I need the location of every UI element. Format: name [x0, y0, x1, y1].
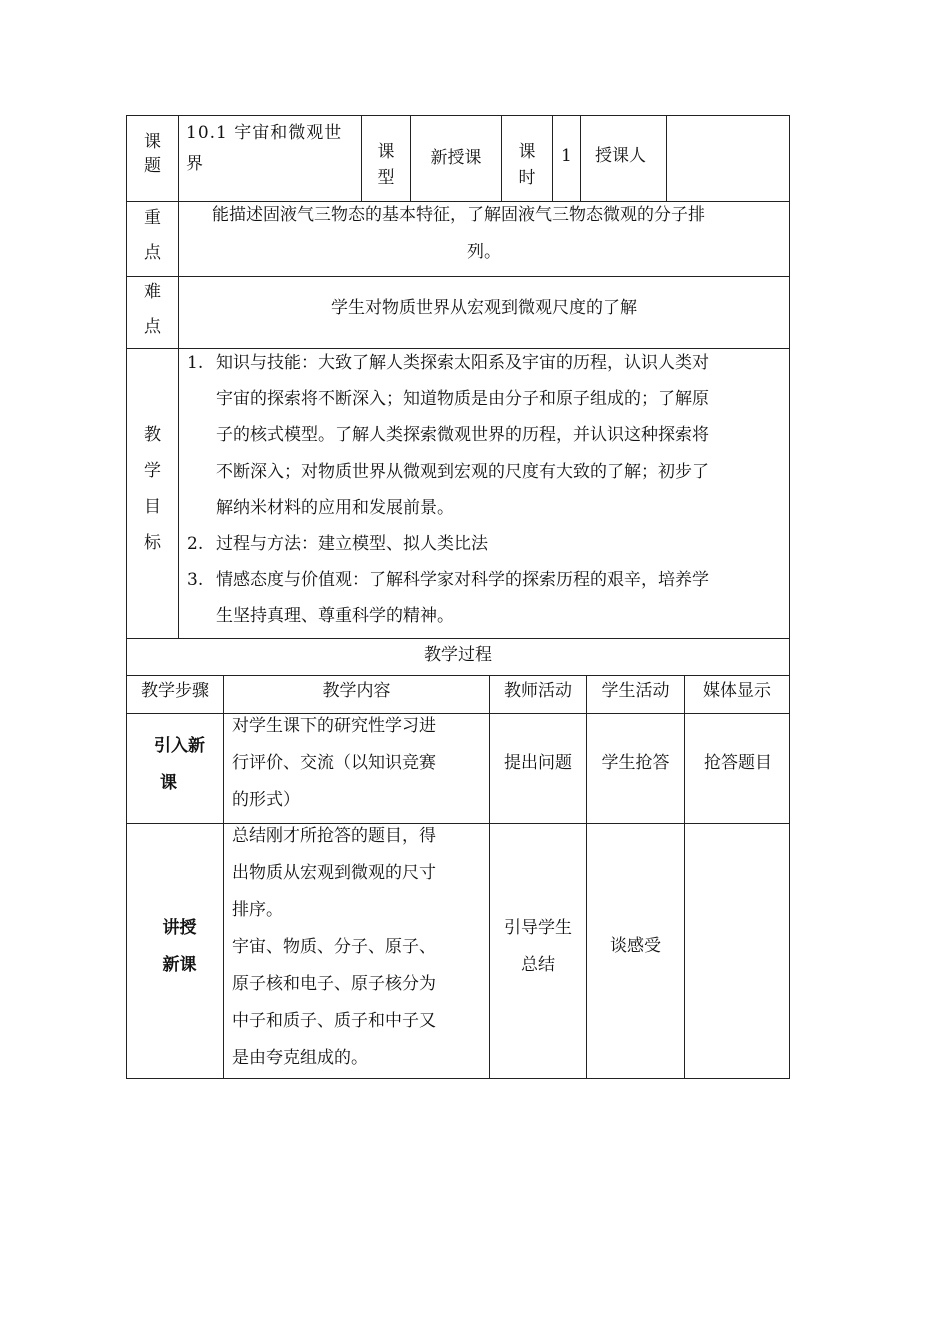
key-point-content [179, 197, 789, 271]
type-value-text: 新授课 [430, 148, 482, 168]
label-char: 标 [144, 533, 161, 553]
key-point-line: 列。 [467, 242, 501, 262]
course-title-text: 10.1 宇宙和微观世界 [186, 123, 343, 174]
teacher-activity-line: 引导学生 [504, 918, 572, 938]
col-divider [552, 115, 553, 201]
course-title [186, 118, 358, 180]
col-divider [489, 675, 490, 1079]
label-char: 题 [144, 156, 161, 176]
hours-value [561, 143, 580, 169]
col-divider [666, 115, 667, 201]
media-intro [687, 745, 789, 782]
table-border-bottom [126, 1078, 790, 1079]
objective-line: 生坚持真理、尊重科学的精神。 [216, 606, 454, 627]
key-point-line: 能描述固液气三物态的基本特征，了解固液气三物态微观的分子排 [212, 205, 705, 225]
label-char: 课 [518, 142, 536, 162]
column-header-text: 学生活动 [601, 681, 670, 701]
step-line: 讲授 [162, 918, 197, 938]
content-line: 对学生课下的研究性学习进 [232, 716, 436, 736]
content-line: 中子和质子、质子和中子又 [232, 1011, 436, 1031]
student-activity-new-lesson [587, 928, 684, 965]
hours-label [502, 139, 552, 191]
key-point-label [127, 201, 178, 271]
objective-item [179, 345, 789, 526]
label-char: 时 [518, 168, 536, 188]
student-activity-intro [587, 745, 684, 782]
objective-item [179, 562, 789, 634]
teacher-activity-new-lesson [490, 910, 586, 984]
teacher-activity-text: 提出问题 [504, 753, 572, 773]
objective-number: 3. [187, 570, 204, 591]
teacher-label-text: 授课人 [595, 146, 646, 166]
step-line: 新课 [162, 955, 197, 975]
column-header-text: 媒体显示 [703, 681, 771, 701]
col-divider [586, 675, 587, 1079]
col-divider [178, 115, 179, 201]
course-label [127, 130, 178, 178]
table-border-top [126, 115, 790, 116]
content-line: 行评价、交流（以知识竞赛 [232, 753, 436, 773]
content-line: 排序。 [232, 900, 283, 920]
objective-line: 宇宙的探索将不断深入；知道物质是由分子和原子组成的；了解原 [216, 389, 709, 410]
label-char: 课 [377, 142, 395, 162]
label-char: 点 [144, 243, 161, 263]
objective-line: 解纳米材料的应用和发展前景。 [216, 497, 454, 518]
objective-item [179, 526, 789, 562]
teacher-activity-intro [490, 745, 586, 782]
media-text: 抢答题目 [704, 753, 772, 773]
objectives-list [179, 345, 789, 635]
label-char: 学 [144, 461, 161, 481]
col-divider [580, 115, 581, 201]
column-header-text: 教学步骤 [141, 681, 209, 701]
type-label-text [362, 139, 410, 191]
label-char: 目 [144, 497, 161, 517]
difficulty-label [127, 275, 178, 345]
label-char: 难 [144, 282, 161, 302]
step-new-lesson [127, 910, 232, 984]
label-char: 教 [144, 425, 161, 445]
student-activity-text: 学生抢答 [601, 753, 670, 773]
difficulty-text: 学生对物质世界从宏观到微观尺度的了解 [331, 298, 637, 318]
step-line: 课 [160, 773, 177, 793]
label-char: 课 [144, 132, 161, 152]
objective-number: 2. [187, 534, 204, 555]
hours-label-text [502, 139, 552, 191]
content-line: 的形式） [232, 790, 300, 810]
process-title [127, 638, 789, 673]
teacher-activity-line: 总结 [521, 955, 555, 975]
objective-line: 过程与方法：建立模型、拟人类比法 [216, 534, 488, 555]
objective-line: 不断深入；对物质世界从微观到宏观的尺度有大致的了解；初步了 [216, 461, 709, 482]
course-label-text [127, 130, 178, 178]
teacher-label [595, 143, 666, 169]
content-line: 宇宙、物质、分子、原子、 [232, 937, 436, 957]
table-border-right [789, 115, 790, 1079]
process-title-text: 教学过程 [424, 645, 492, 665]
content-intro [232, 708, 488, 819]
content-line: 出物质从宏观到微观的尺寸 [232, 863, 436, 883]
column-header-student [587, 674, 684, 709]
content-line: 原子核和电子、原子核分为 [232, 974, 436, 994]
objectives-content [179, 345, 789, 635]
content-line: 总结刚才所抢答的题目，得 [232, 826, 436, 846]
label-char: 点 [144, 317, 161, 337]
objective-number: 1. [187, 353, 204, 373]
content-new-lesson [232, 818, 488, 1077]
content-line: 是由夸克组成的。 [232, 1048, 368, 1068]
label-char: 型 [377, 168, 395, 188]
col-divider [684, 675, 685, 1079]
key-point-label-text [127, 201, 178, 271]
student-activity-text: 谈感受 [610, 936, 661, 956]
objectives-label [127, 417, 178, 561]
objective-line: 子的核式模型。了解人类探索微观世界的历程，并认识这种探索将 [216, 425, 709, 446]
column-header-teacher [490, 674, 586, 709]
step-line: 引入新 [154, 736, 205, 756]
step-intro [127, 728, 232, 802]
column-header-content [224, 674, 489, 709]
objectives-label-text [127, 417, 178, 561]
difficulty-label-text [127, 275, 178, 345]
objective-line: 知识与技能：大致了解人类探索太阳系及宇宙的历程，认识人类对 [216, 353, 709, 373]
row-divider [126, 276, 790, 277]
column-header-step [127, 674, 223, 709]
column-header-text: 教学内容 [322, 681, 391, 701]
objective-line: 情感态度与价值观：了解科学家对科学的探索历程的艰辛，培养学 [216, 570, 709, 591]
column-header-text: 教师活动 [504, 681, 572, 701]
type-value [411, 145, 501, 171]
column-header-media [685, 674, 789, 709]
hours-value-text: 1 [561, 146, 572, 166]
label-char: 重 [144, 208, 161, 228]
difficulty-content [179, 290, 789, 327]
type-label [362, 139, 410, 191]
